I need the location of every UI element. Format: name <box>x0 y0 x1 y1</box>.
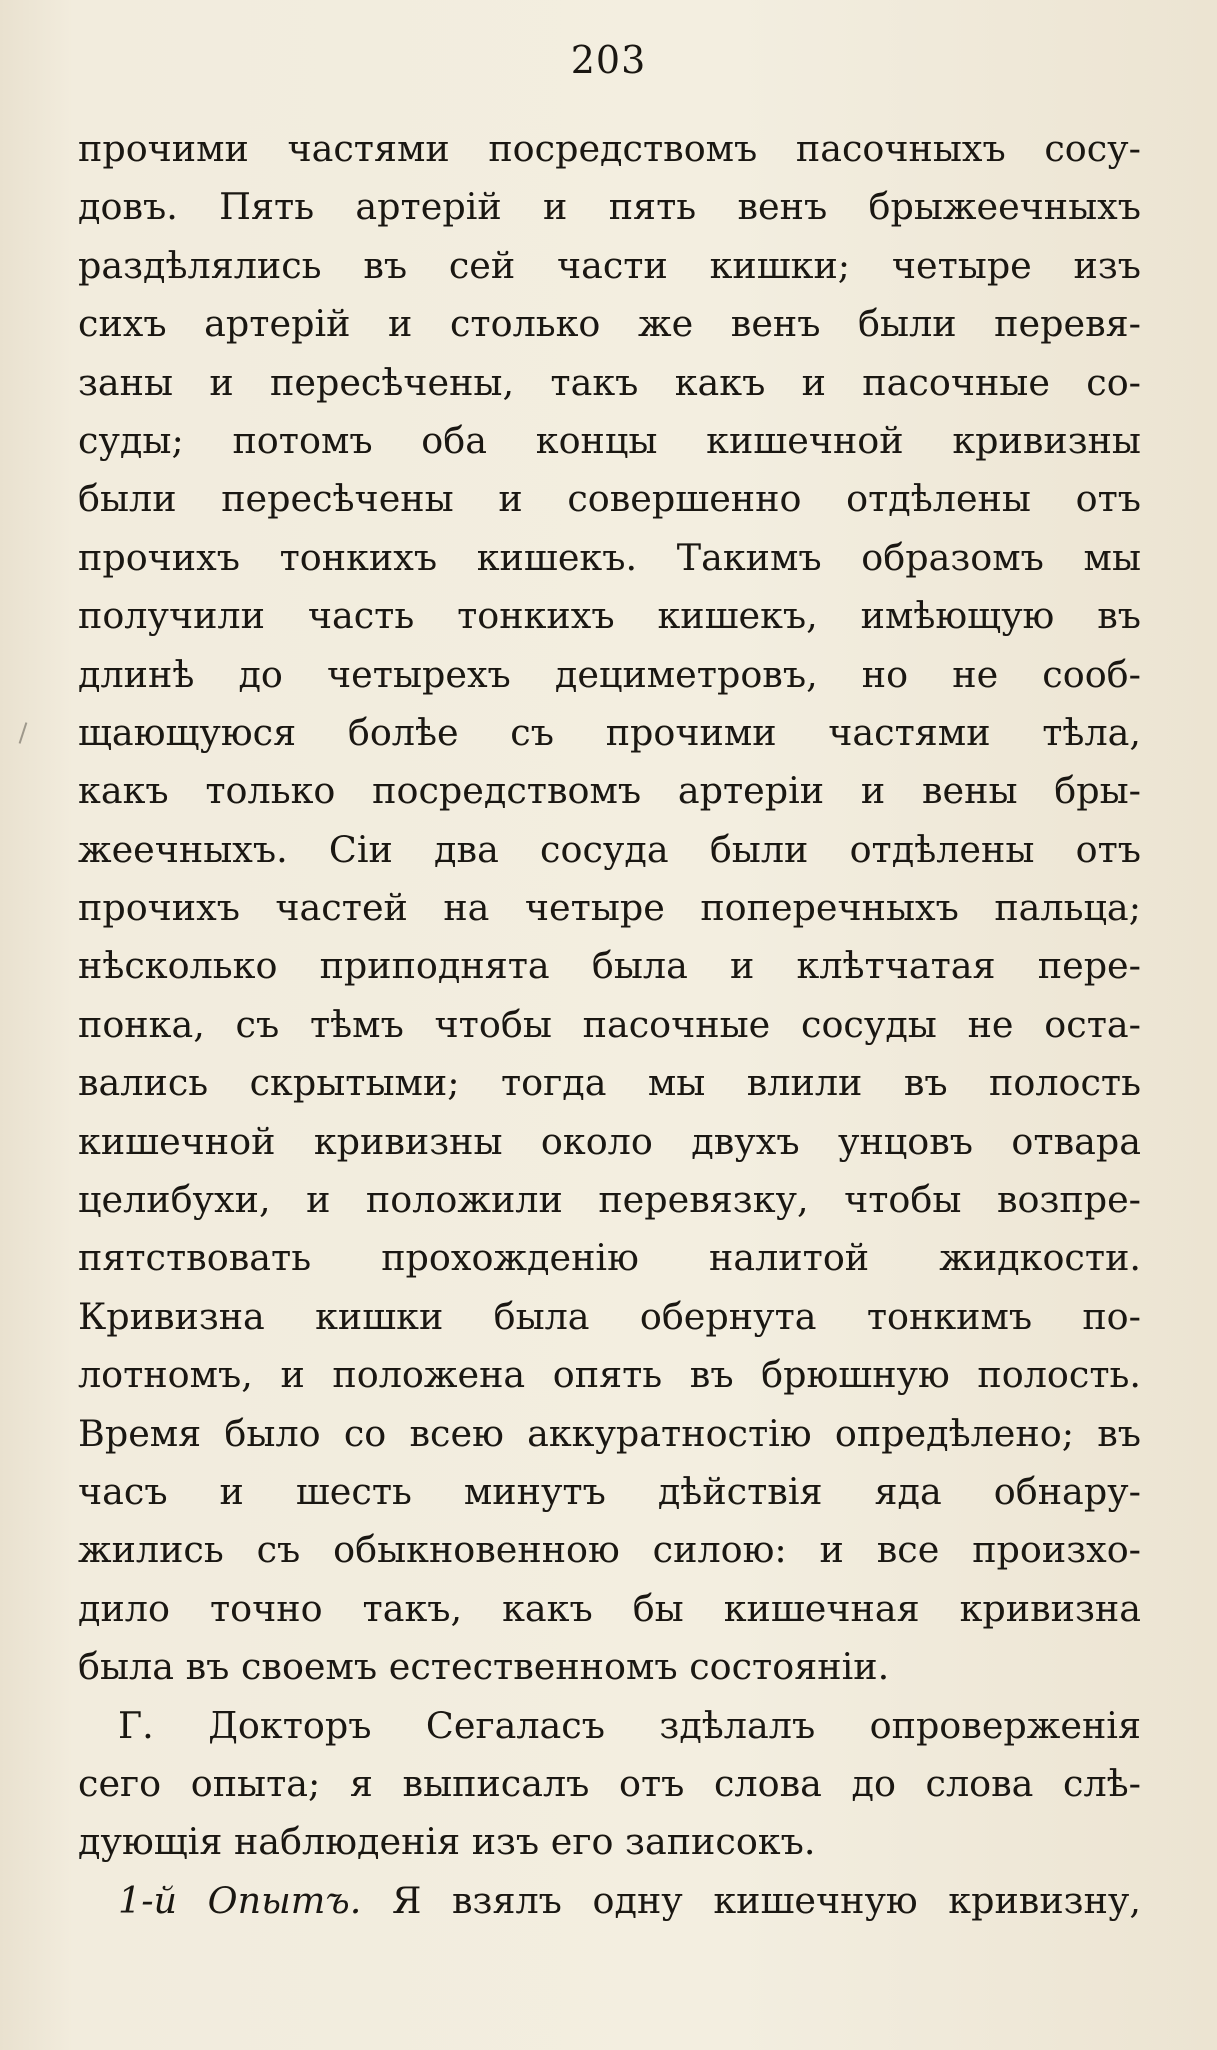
text-line: довъ. Пять артерій и пять венъ брыжеечныхъ <box>78 185 1141 229</box>
text-line: вались скрытыми; тогда мы влили въ полость <box>78 1061 1141 1105</box>
text-line: жеечныхъ. Сіи два сосуда были отдѣлены отъ <box>78 827 1141 871</box>
text-line: нѣсколько приподнята была и клѣтчатая пере- <box>78 944 1141 988</box>
text-line: Г. Докторъ Сегаласъ здѣлалъ опроверженія <box>118 1703 1141 1747</box>
text-line: Время было со всею аккуратностію опредѣлено; въ <box>78 1411 1141 1455</box>
text-line: была въ своемъ естественномъ состояніи. <box>78 1645 890 1689</box>
text-line: дило точно такъ, какъ бы кишечная кривизна <box>78 1586 1141 1630</box>
text-line: понка, съ тѣмъ чтобы пасочные сосуды не оста- <box>78 1002 1141 1046</box>
margin-mark <box>19 722 28 744</box>
text-line: пятствовать прохожденію налитой жидкости. <box>78 1236 1141 1280</box>
text-line: получили часть тонкихъ кишекъ, имѣющую въ <box>78 594 1141 638</box>
text-line: прочими частями посредствомъ пасочныхъ сосу- <box>78 127 1141 170</box>
text-line: прочихъ тонкихъ кишекъ. Такимъ образомъ мы <box>78 535 1141 579</box>
text-line: были пересѣчены и совершенно отдѣлены отъ <box>78 477 1141 521</box>
text-line: дующія наблюденія изъ его записокъ. <box>78 1820 816 1864</box>
text-line: заны и пересѣчены, такъ какъ и пасочные со- <box>78 360 1141 404</box>
text-line: раздѣлялись въ сей части кишки; четыре изъ <box>78 243 1141 287</box>
text-line: Кривизна кишки была обернута тонкимъ по- <box>78 1294 1141 1338</box>
text-line: лотномъ, и положена опять въ брюшную полость. <box>78 1353 1141 1397</box>
experiment-label: 1-й Опытъ. <box>118 1878 362 1922</box>
text-line: сихъ артерій и столько же венъ были перевя- <box>78 302 1141 346</box>
experiment-text: Я взялъ одну кишечную кривизну, <box>361 1878 1141 1922</box>
page-number: 203 <box>570 38 647 82</box>
text-line: длинѣ до четырехъ дециметровъ, но не сооб- <box>78 652 1141 696</box>
text-line: сего опыта; я выписалъ отъ слова до слова слѣ- <box>78 1761 1141 1805</box>
text-line: прочихъ частей на четыре поперечныхъ пальца; <box>78 886 1141 930</box>
text-line: какъ только посредствомъ артеріи и вены бры- <box>78 769 1141 813</box>
text-line: целибухи, и положили перевязку, чтобы возпре- <box>78 1178 1141 1222</box>
text-line: щающуюся болѣе съ прочими частями тѣла, <box>78 710 1141 754</box>
text-line: кишечной кривизны около двухъ унцовъ отвара <box>78 1119 1141 1163</box>
text-line: часъ и шесть минутъ дѣйствія яда обнару- <box>78 1469 1141 1513</box>
text-line-experiment <box>78 1872 1141 1930</box>
text-line: жились съ обыкновенною силою: и все произхо- <box>78 1528 1141 1572</box>
text-line: суды; потомъ оба концы кишечной кривизны <box>78 418 1141 462</box>
body-text <box>78 120 1141 1930</box>
